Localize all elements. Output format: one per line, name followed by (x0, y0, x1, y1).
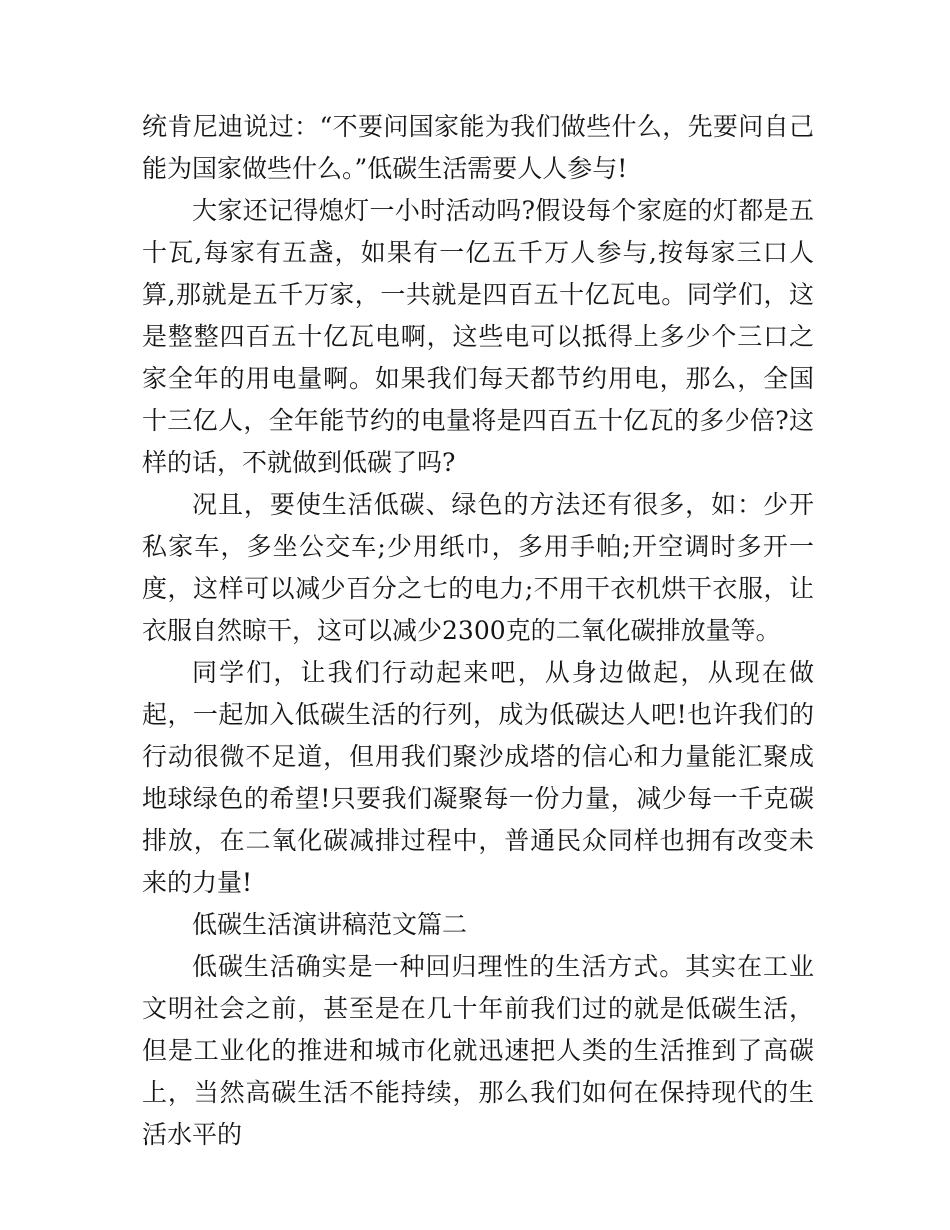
paragraph-call-to-action: 同学们，让我们行动起来吧，从身边做起，从现在做起，一起加入低碳生活的行列，成为低碳达人吧!也许我们的行动很微不足道，但用我们聚沙成塔的信心和力量能汇聚成地球绿色的希望!只要我们凝聚每一份力量，减少每一千克碳排放，在二氧化碳减排过程中，普通民众同样也拥有改变未来的力量! (142, 658, 814, 897)
document-page (142, 106, 814, 1156)
section-heading: 低碳生活演讲稿范文篇二 (192, 910, 468, 939)
paragraph-kennedy-quote: 统肯尼迪说过：“不要问国家能为我们做些什么，先要问自己能为国家做些什么。”低碳生活需要人人参与! (142, 112, 814, 183)
paragraph-rational-lifestyle: 低碳生活确实是一种回归理性的生活方式。其实在工业文明社会之前，甚至是在几十年前我们过的就是低碳生活，但是工业化的推进和城市化就迅速把人类的生活推到了高碳上，当然高碳生活不能持续，那么我们如何在保持现代的生活水平的 (142, 952, 814, 1149)
paragraph-lights-off-hour: 大家还记得熄灯一小时活动吗?假设每个家庭的灯都是五十瓦,每家有五盏，如果有一亿五千万人参与,按每家三口人算,那就是五千万家，一共就是四百五十亿瓦电。同学们，这是整整四百五十亿瓦电啊，这些电可以抵得上多少个三口之家全年的用电量啊。如果我们每天都节约用电，那么，全国十三亿人，全年能节约的电量将是四百五十亿瓦的多少倍?这样的话，不就做到低碳了吗? (142, 196, 814, 477)
paragraph-low-carbon-methods: 况且，要使生活低碳、绿色的方法还有很多，如：少开私家车，多坐公交车;少用纸巾，多用手帕;开空调时多开一度，这样可以减少百分之七的电力;不用干衣机烘干衣服，让衣服自然晾干，这可以减少2300克的二氧化碳排放量等。 (142, 490, 814, 645)
